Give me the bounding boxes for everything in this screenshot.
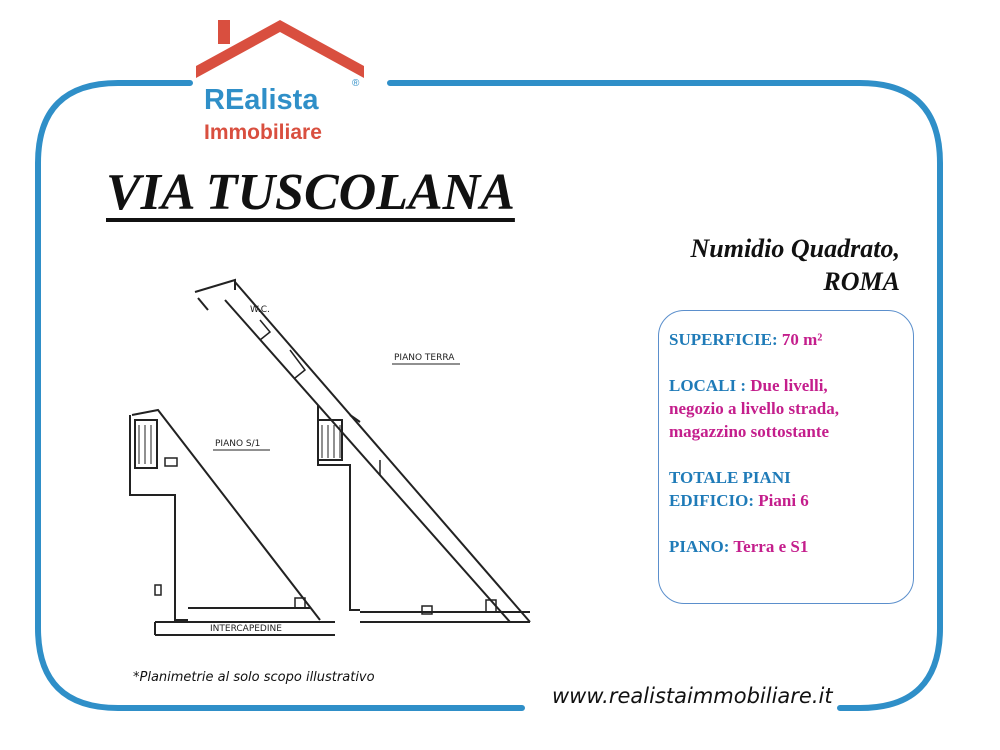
piano-label: PIANO: — [669, 537, 730, 556]
plan-ground-floor — [195, 280, 530, 622]
floor-plan — [110, 260, 550, 640]
superficie-value: 70 m² — [781, 330, 823, 349]
locali-value-3: magazzino sottostante — [669, 422, 830, 441]
website-link[interactable]: www.realistaimmobiliare.it — [552, 684, 833, 708]
location — [691, 232, 901, 298]
location-street: Numidio Quadrato, — [690, 234, 900, 263]
location-city: ROMA — [823, 267, 900, 296]
piano-value: Terra e S1 — [733, 537, 809, 556]
logo-brand: REalista — [204, 84, 319, 116]
plan-label-ground-floor: PIANO TERRA — [394, 353, 455, 363]
locali-value-2: negozio a livello strada, — [669, 399, 839, 418]
plan-label-cavity: INTERCAPEDINE — [210, 624, 282, 634]
locali-label: LOCALI : — [669, 376, 746, 395]
company-logo — [196, 18, 364, 144]
totale-value: Piani 6 — [758, 491, 809, 510]
page-title: VIA TUSCOLANA — [106, 164, 515, 221]
logo-subtitle: Immobiliare — [204, 121, 322, 144]
plan-label-wc: W.C. — [250, 305, 270, 315]
plan-label-basement: PIANO S/1 — [215, 439, 261, 449]
totale-label-2: EDIFICIO: — [669, 491, 755, 510]
info-superficie — [669, 328, 913, 351]
totale-label-1: TOTALE PIANI — [669, 468, 791, 487]
disclaimer-note: *Planimetrie al solo scopo illustrativo — [133, 670, 375, 685]
property-info-box — [658, 310, 914, 604]
house-roof-icon — [196, 18, 364, 78]
superficie-label: SUPERFICIE: — [669, 330, 778, 349]
logo-registered-mark: ® — [352, 78, 360, 89]
locali-value-1: Due livelli, — [750, 376, 828, 395]
info-locali — [669, 374, 913, 443]
info-piano — [669, 535, 913, 558]
info-totale-piani — [669, 466, 913, 512]
